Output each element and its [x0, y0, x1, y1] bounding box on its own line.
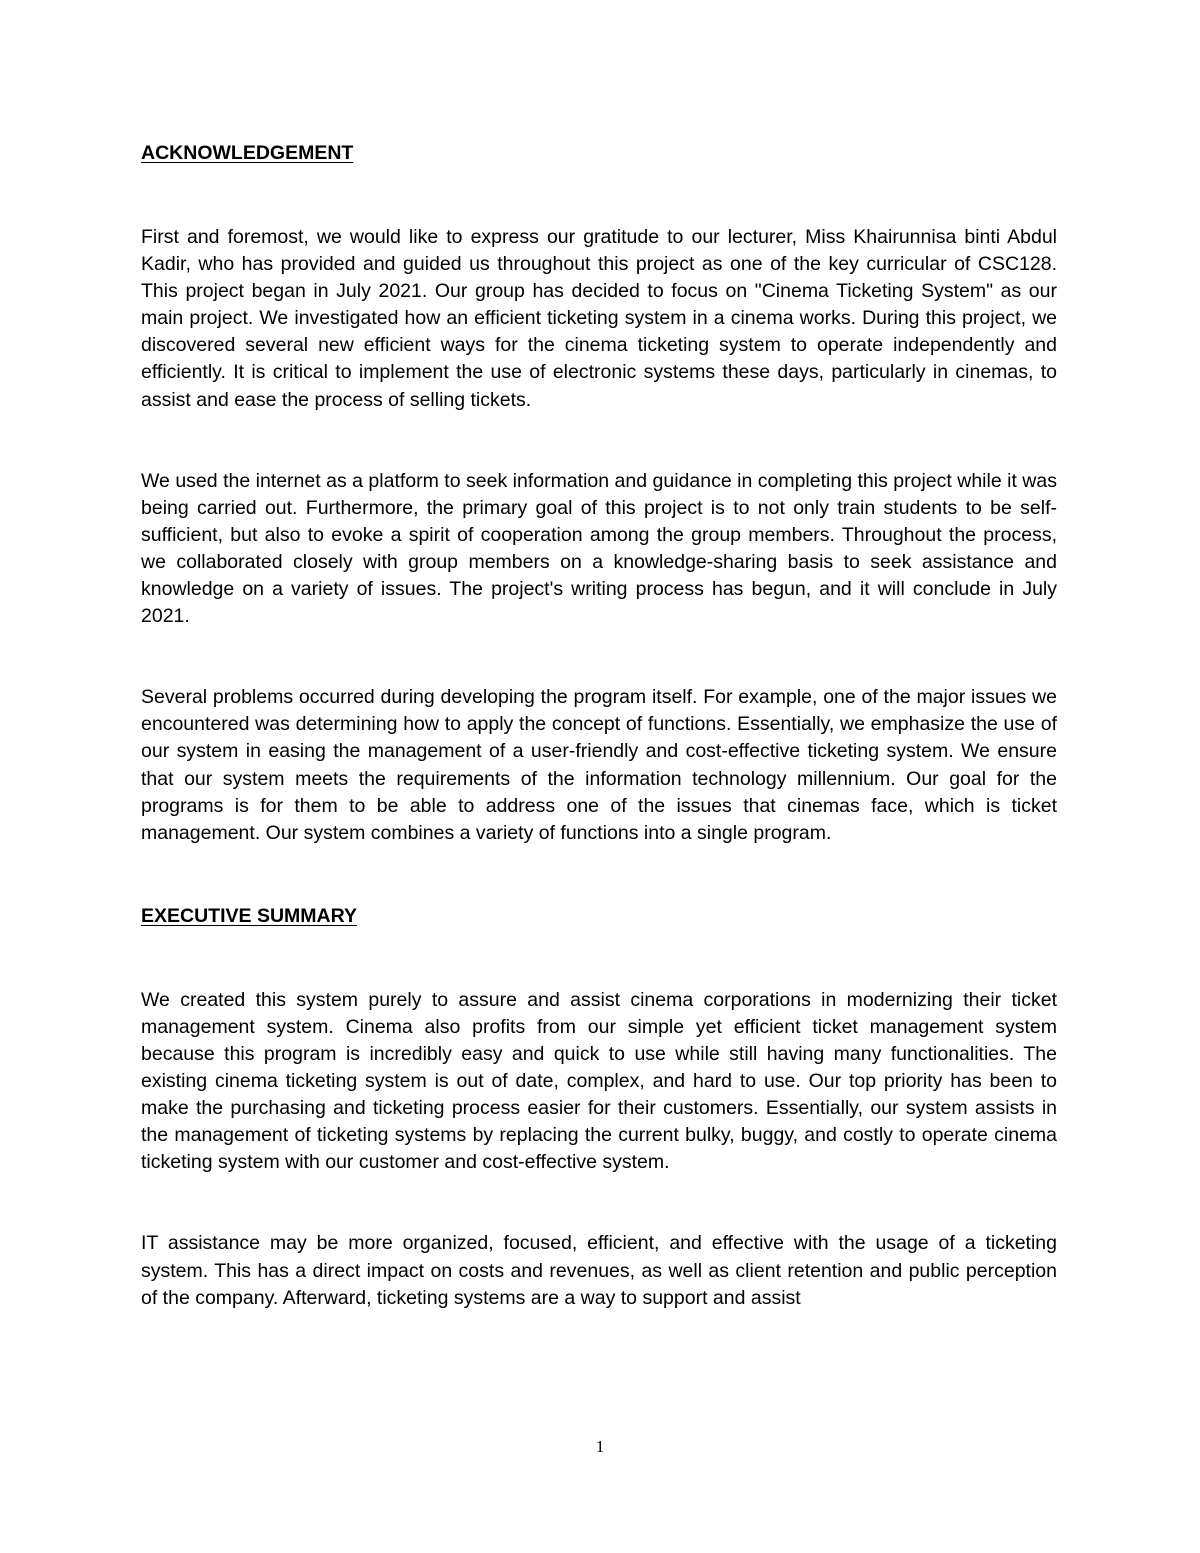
executive-summary-paragraph-2: IT assistance may be more organized, focused, efficient, and effective with the usage of a ticketing system. This has a direct impact on costs and revenues, as well as client retention and public perception of the company. Afterward, ticketing systems are a way to support and assist — [141, 1232, 1057, 1309]
executive-summary-paragraph-1: We created this system purely to assure and assist cinema corporations in modernizing their ticket management system. Cinema also profits from our simple yet efficient ticket management system because this program is incredibly easy and quick to use while still having many functionalities. The existing cinema ticketing system is out of date, complex, and hard to use. Our top priority has been to make the purchasing and ticketing process easier for their customers. Essentially, our system assists in the management of ticketing systems by replacing the current bulky, buggy, and costly to operate cinema ticketing system with our customer and cost-effective system. — [141, 988, 1057, 1174]
page-content — [141, 138, 1057, 1312]
acknowledgement-heading: ACKNOWLEDGEMENT — [141, 142, 354, 164]
executive-summary-heading: EXECUTIVE SUMMARY — [141, 904, 357, 927]
page-number: 1 — [595, 1437, 605, 1456]
acknowledgement-paragraph-1: First and foremost, we would like to express our gratitude to our lecturer, Miss Khairunnisa binti Abdul Kadir, who has provided and guided us throughout this project as one of the key curricular of CSC128. This project began in July 2021. Our group has decided to focus on "Cinema Ticketing System" as our main project. We investigated how an efficient ticketing system in a cinema works. During this project, we discovered several new efficient ways for the cinema ticketing system to operate independently and efficiently. It is critical to implement the use of electronic systems these days, particularly in cinemas, to assist and ease the process of selling tickets. — [141, 226, 1057, 411]
acknowledgement-paragraph-3: Several problems occurred during developing the program itself. For example, one of the major issues we encountered was determining how to apply the concept of functions. Essentially, we emphasize the use of our system in easing the management of a user-friendly and cost-effective ticketing system. We ensure that our system meets the requirements of the information technology millennium. Our goal for the programs is for them to be able to address one of the issues that cinemas face, which is ticket management. Our system combines a variety of functions into a single program. — [141, 686, 1057, 844]
acknowledgement-paragraph-2: We used the internet as a platform to seek information and guidance in completing this project while it was being carried out. Furthermore, the primary goal of this project is to not only train students to be self-sufficient, but also to evoke a spirit of cooperation among the group members. Throughout the process, we collaborated closely with group members on a knowledge-sharing basis to seek assistance and knowledge on a variety of issues. The project's writing process has begun, and it will conclude in July 2021. — [141, 469, 1057, 628]
